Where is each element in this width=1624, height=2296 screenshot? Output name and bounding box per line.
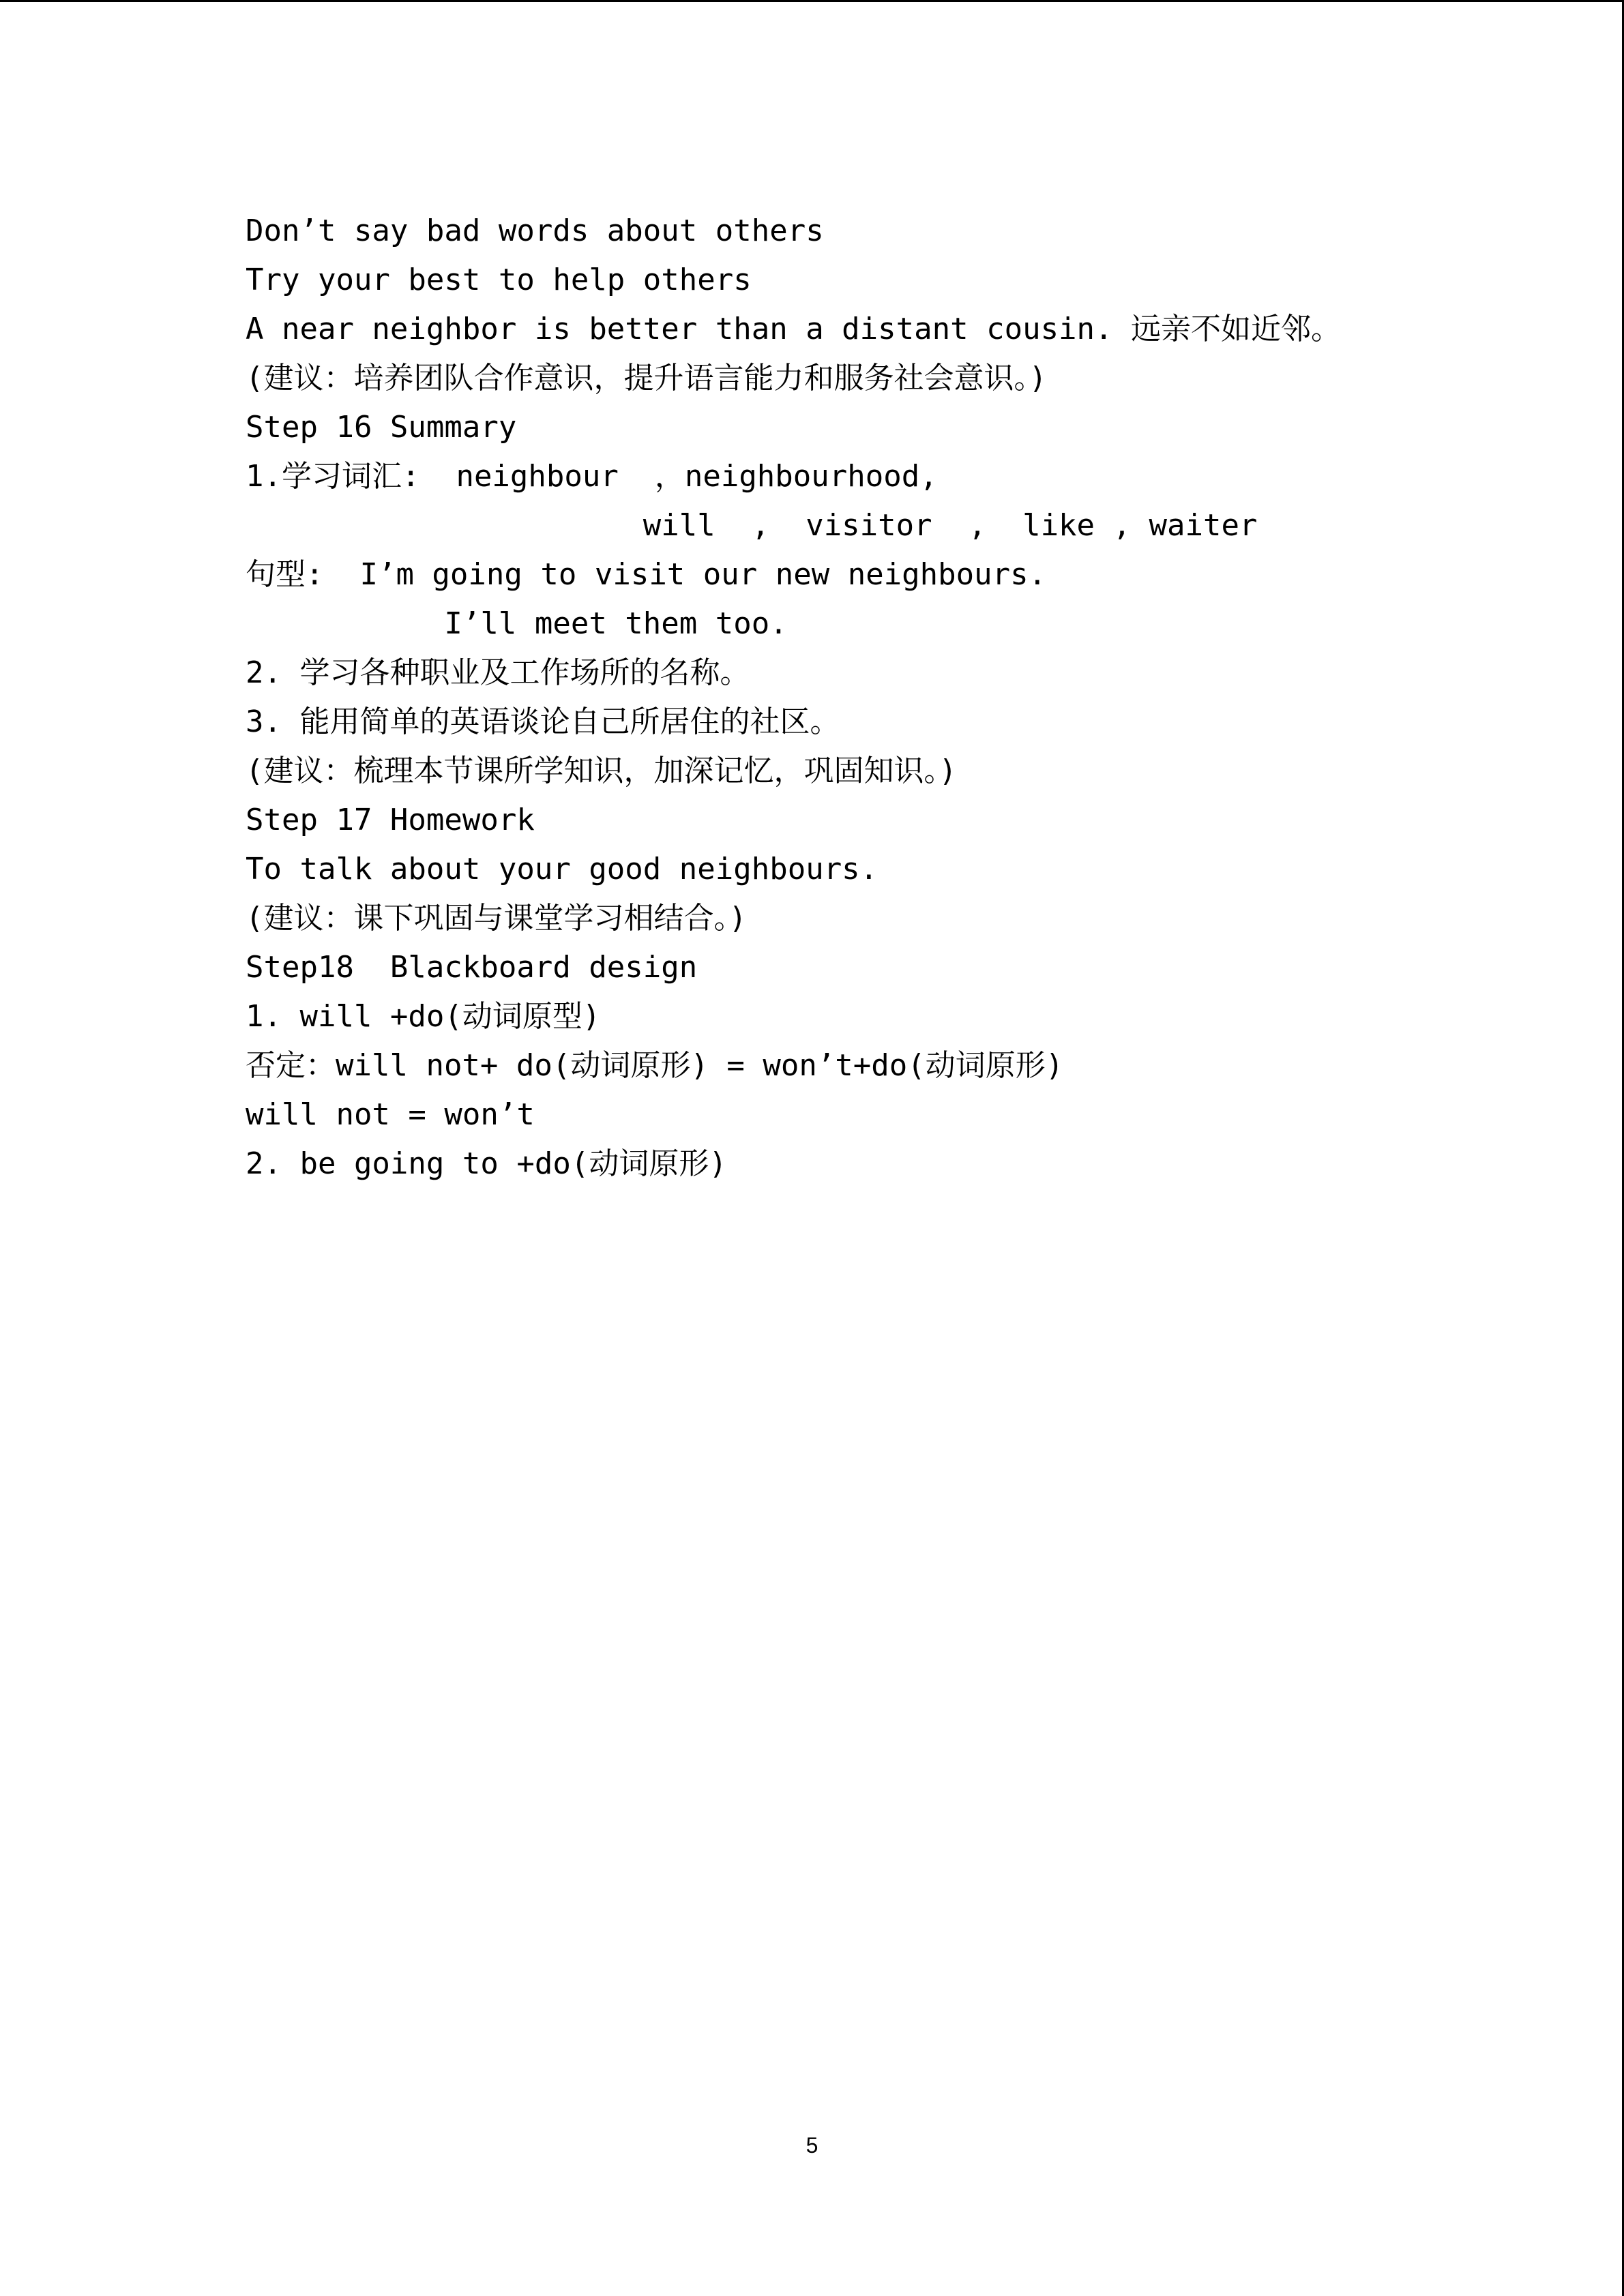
step-heading: Step 17 Homework [246,803,535,837]
document-body [246,207,1541,1189]
text-line: 2. 学习各种职业及工作场所的名称。 [246,655,750,690]
text-line: Don’t say bad words about others [246,213,824,248]
text-line: 1. will +do(动词原型) [246,999,601,1034]
text-line: 句型: I’m going to visit our new neighbours. [246,557,1047,592]
step-heading: Step18 Blackboard design [246,950,698,985]
step-heading: Step 16 Summary [246,410,517,445]
text-line: 2. be going to +do(动词原形) [246,1146,727,1181]
text-line: (建议：课下巩固与课堂学习相结合。) [246,901,747,936]
page-number: 5 [806,2133,818,2158]
text-line: Try your best to help others [246,263,752,297]
text-line: To talk about your good neighbours. [246,852,879,886]
text-line: I’ll meet them too. [246,606,788,641]
text-line: 3. 能用简单的英语谈论自己所居住的社区。 [246,704,840,739]
text-line: 否定：will not+ do(动词原形) = won’t+do(动词原形) [246,1048,1064,1083]
text-line: will , visitor , like , waiter [246,508,1258,543]
text-line: (建议：梳理本节课所学知识，加深记忆，巩固知识。) [246,754,957,788]
text-line: A near neighbor is better than a distant cousin. 远亲不如近邻。 [246,312,1342,346]
text-line: 1.学习词汇: neighbour ，neighbourhood, [246,459,938,494]
text-line: (建议：培养团队合作意识，提升语言能力和服务社会意识。) [246,361,1047,396]
text-line: will not = won’t [246,1097,535,1132]
